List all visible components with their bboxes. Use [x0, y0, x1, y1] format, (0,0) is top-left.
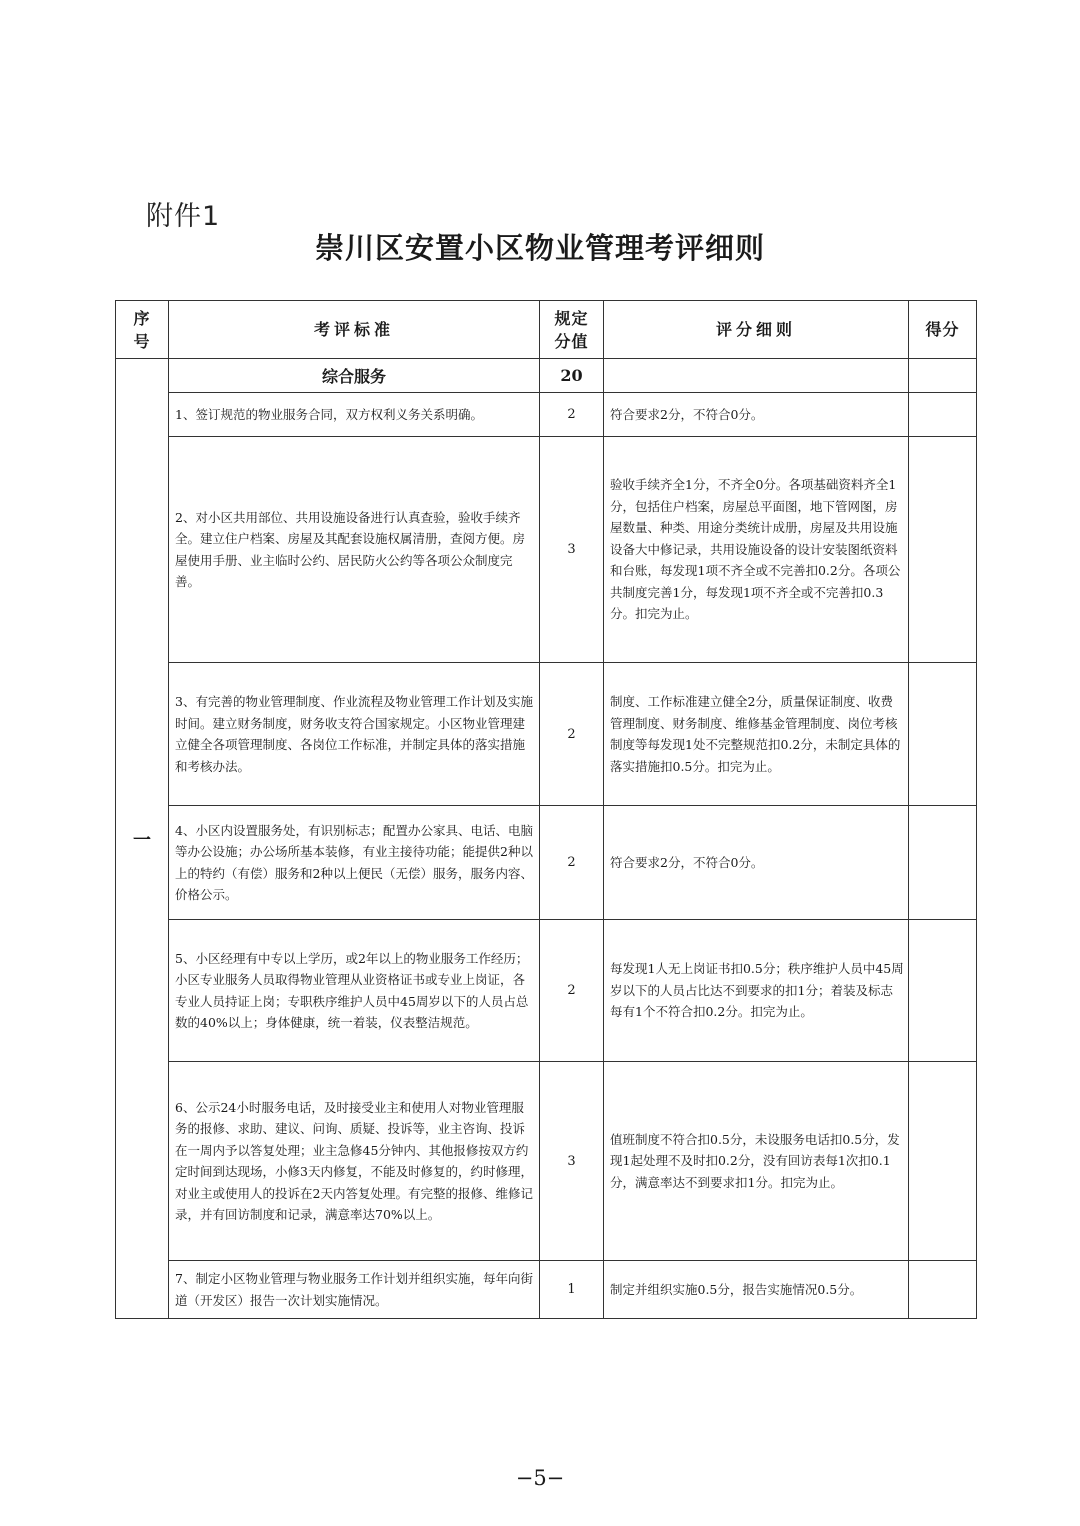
- attachment-label: 附件1: [146, 201, 221, 232]
- table-row: [116, 663, 977, 806]
- evaluation-table: [115, 300, 977, 1319]
- table-header-row: [116, 301, 977, 359]
- row-points: 3: [540, 1062, 604, 1261]
- row-standard: 5、小区经理有中专以上学历，或2年以上的物业服务工作经历；小区专业服务人员取得物业管理从业资格证书或专业上岗证，各专业人员持证上岗；专职秩序维护人员中45周岁以下的人员占总数的40%以上；身体健康，统一着装，仪表整洁规范。: [169, 920, 540, 1062]
- section-row: [116, 359, 977, 393]
- row-points: 3: [540, 437, 604, 663]
- header-seq-line2: 号: [133, 331, 151, 351]
- header-score: 得分: [909, 301, 977, 359]
- row-score: [909, 1062, 977, 1261]
- row-rule: 每发现1人无上岗证书扣0.5分；秩序维护人员中45周岁以下的人员占比达不到要求的扣1分；着装及标志每有1个不符合扣0.2分。扣完为止。: [604, 920, 909, 1062]
- row-points: 2: [540, 393, 604, 437]
- row-standard: 6、公示24小时服务电话，及时接受业主和使用人对物业管理服务的报修、求助、建议、问询、质疑、投诉等，业主咨询、投诉在一周内予以答复处理；业主急修45分钟内、其他报修按双方约定时间到达现场，小修3天内修复，不能及时修复的，约时修理，对业主或使用人的投诉在2天内答复处理。有完整的报修、维修记录，并有回访制度和记录，满意率达70%以上。: [169, 1062, 540, 1261]
- row-standard: 2、对小区共用部位、共用设施设备进行认真查验，验收手续齐全。建立住户档案、房屋及其配套设施权属清册，查阅方便。房屋使用手册、业主临时公约、居民防火公约等各项公众制度完善。: [169, 437, 540, 663]
- section-points: 20: [540, 359, 604, 393]
- table-row: [116, 1261, 977, 1319]
- row-standard: 3、有完善的物业管理制度、作业流程及物业管理工作计划及实施时间。建立财务制度，财务收支符合国家规定。小区物业管理建立健全各项管理制度、各岗位工作标准，并制定具体的落实措施和考核办法。: [169, 663, 540, 806]
- row-score: [909, 920, 977, 1062]
- header-seq: [116, 301, 169, 359]
- header-seq-line1: 序: [133, 308, 151, 328]
- row-standard: 4、小区内设置服务处，有识别标志；配置办公家具、电话、电脑等办公设施；办公场所基本装修，有业主接待功能；能提供2种以上的特约（有偿）服务和2种以上便民（无偿）服务，服务内容、价格公示。: [169, 806, 540, 920]
- table-row: [116, 393, 977, 437]
- header-points-line2: 分值: [554, 331, 589, 351]
- row-points: 2: [540, 663, 604, 806]
- table-row: [116, 1062, 977, 1261]
- table-row: [116, 806, 977, 920]
- row-points: 1: [540, 1261, 604, 1319]
- row-score: [909, 806, 977, 920]
- section-score-cell: [909, 359, 977, 393]
- row-rule: 值班制度不符合扣0.5分，未设服务电话扣0.5分，发现1起处理不及时扣0.2分，没有回访表每1次扣0.1分，满意率达不到要求扣1分。扣完为止。: [604, 1062, 909, 1261]
- table-row: [116, 920, 977, 1062]
- row-points: 2: [540, 920, 604, 1062]
- row-standard: 1、签订规范的物业服务合同，双方权利义务关系明确。: [169, 393, 540, 437]
- document-title: 崇川区安置小区物业管理考评细则: [314, 231, 765, 265]
- row-rule: 符合要求2分，不符合0分。: [604, 393, 909, 437]
- table-row: [116, 437, 977, 663]
- row-points: 2: [540, 806, 604, 920]
- row-score: [909, 1261, 977, 1319]
- section-name: 综合服务: [169, 359, 540, 393]
- row-score: [909, 393, 977, 437]
- section-rule-cell: [604, 359, 909, 393]
- section-seq: 一: [116, 359, 169, 1319]
- row-standard: 7、制定小区物业管理与物业服务工作计划并组织实施，每年向街道（开发区）报告一次计划实施情况。: [169, 1261, 540, 1319]
- header-standard: 考评标准: [169, 301, 540, 359]
- row-rule: 制度、工作标准建立健全2分，质量保证制度、收费管理制度、财务制度、维修基金管理制度、岗位考核制度等每发现1处不完整规范扣0.2分，未制定具体的落实措施扣0.5分。扣完为止。: [604, 663, 909, 806]
- header-points-line1: 规定: [554, 308, 589, 328]
- row-score: [909, 437, 977, 663]
- header-points: [540, 301, 604, 359]
- row-rule: 验收手续齐全1分，不齐全0分。各项基础资料齐全1分，包括住户档案，房屋总平面图，地下管网图，房屋数量、种类、用途分类统计成册，房屋及共用设施设备大中修记录，共用设施设备的设计安装图纸资料和台账，每发现1项不齐全或不完善扣0.2分。各项公共制度完善1分，每发现1项不齐全或不完善扣0.3分。扣完为止。: [604, 437, 909, 663]
- header-rules: 评分细则: [604, 301, 909, 359]
- row-score: [909, 663, 977, 806]
- row-rule: 符合要求2分，不符合0分。: [604, 806, 909, 920]
- row-rule: 制定并组织实施0.5分，报告实施情况0.5分。: [604, 1261, 909, 1319]
- page-number: −5−: [515, 1466, 565, 1490]
